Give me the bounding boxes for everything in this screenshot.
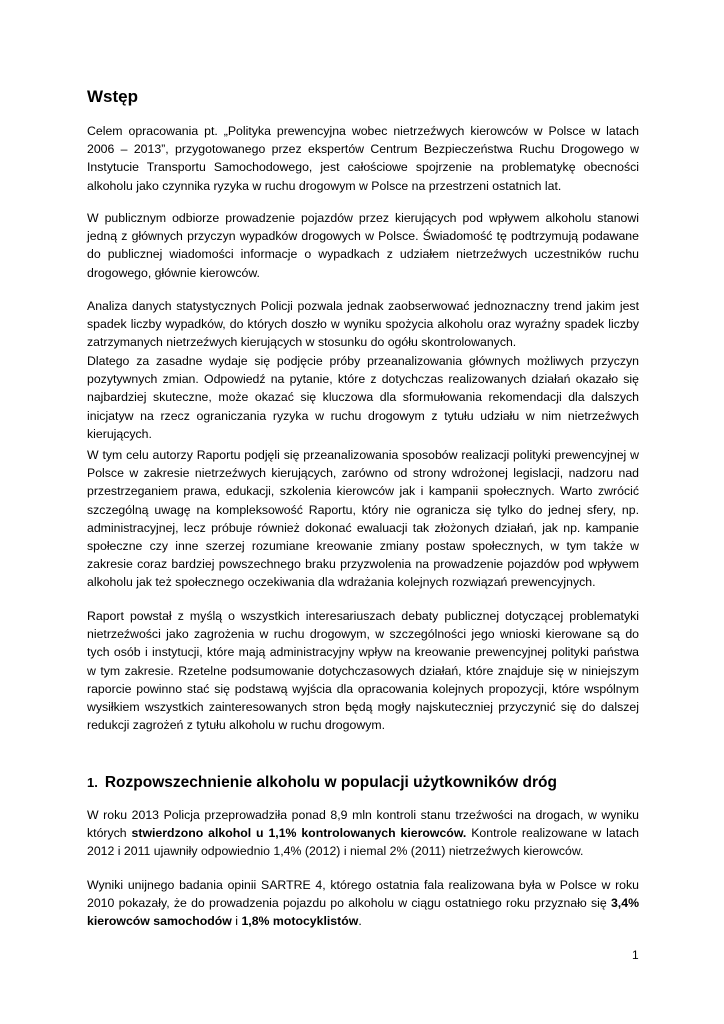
text-run: Kontrole realizowane w latach 2012 i 2011 ujawniły odpowiednio 1,4% (2012) i niemal 2% (2011) nietrzeźwych kierowców. bbox=[87, 826, 639, 859]
section-1-title: Rozpowszechnienie alkoholu w populacji użytkowników dróg bbox=[104, 774, 557, 791]
paragraph-intro-5: W tym celu autorzy Raportu podjęli się przeanalizowania sposobów realizacji polityki prewencyjnej w Polsce w zakresie nietrzeźwych kierujących, zarówno od strony wdrożonej legislacji, nadzoru nad przestrzeganiem prawa, edukacji, szkolenia kierowców jak i kampanii społecznych. Warto zwrócić szczególną uwagę na kompleksowość Raportu, który nie ogranicza się tylko do jednej sfery, np. administracyjnej, lecz próbuje również dokonać ewaluacji tak złożonych działań, jak np. kampanie społeczne czy inne szerzej rozumiane kreowanie zmiany postaw społecznych, w tym także w zakresie coraz bardziej powszechnego braku przyzwolenia na prowadzenie pojazdów pod wpływem alkoholu jak też społecznego oczekiwania dla wdrażania kolejnych rozwiązań prewencyjnych. bbox=[87, 448, 639, 590]
section-1-heading bbox=[87, 772, 557, 794]
page-number: 1 bbox=[632, 948, 639, 962]
text-run: Wyniki unijnego badania opinii SARTRE 4, którego ostatnia fala realizowana była w Polsce w roku 2010 pokazały, że do prowadzenia pojazdu po alkoholu w ciągu ostatniego roku przyznało się bbox=[87, 878, 639, 911]
paragraph-intro-1: Celem opracowania pt. „Polityka prewencyjna wobec nietrzeźwych kierowców w Polsce w latach 2006 – 2013”, przygotowanego przez ekspertów Centrum Bezpieczeństwa Ruchu Drogowego w Instytucie Transportu Samochodowego, jest całościowe spojrzenie na problematykę obecności alkoholu jako czynnika ryzyka w ruchu drogowym w Polsce na przestrzeni ostatnich lat. bbox=[87, 124, 639, 193]
section-1-paragraph-2 bbox=[87, 876, 639, 931]
text-run: i bbox=[231, 914, 242, 929]
text-run: W roku 2013 Policja przeprowadziła ponad 8,9 mln kontroli stanu trzeźwości na drogach, w wyniku których bbox=[87, 808, 639, 841]
paragraph-intro-6: Raport powstał z myślą o wszystkich interesariuszach debaty publicznej dotyczącej problematyki nietrzeźwości jako zagrożenia w ruchu drogowym, w szczególności jego wnioski kierowane są do tych osób i instytucji, które mają administracyjny wpływ na kreowanie prewencyjnej polityki państwa w tym zakresie. Rzetelne podsumowanie dotychczasowych działań, które znajduje się w niniejszym raporcie powinno stać się podstawą wyjścia dla opracowania kolejnych propozycji, które wspólnym wysiłkiem wszystkich zainteresowanych stron będą mogły najskuteczniej przyczynić się do dalszej redukcji zagrożeń z tytułu alkoholu w ruchu drogowym. bbox=[87, 609, 639, 733]
paragraph-intro-3: Analiza danych statystycznych Policji pozwala jednak zaobserwować jednoznaczny trend jakim jest spadek liczby wypadków, do których doszło w wyniku spożycia alkoholu oraz wyraźny spadek liczby zatrzymanych nietrzeźwych kierujących w stosunku do ogółu skontrolowanych. bbox=[87, 299, 639, 350]
section-1-paragraph-1 bbox=[87, 806, 639, 861]
bold-text-run: stwierdzono alkohol u 1,1% kontrolowanych kierowców. bbox=[131, 826, 467, 841]
section-1-number: 1. bbox=[87, 775, 98, 790]
text-run: . bbox=[358, 914, 362, 929]
paragraph-intro-2: W publicznym odbiorze prowadzenie pojazdów przez kierujących pod wpływem alkoholu stanowi jedną z głównych przyczyn wypadków drogowych w Polsce. Świadomość tę podtrzymują podawane do publicznej wiadomości informacje o wypadkach z udziałem nietrzeźwych uczestników ruchu drogowego, głównie kierowców. bbox=[87, 211, 639, 280]
bold-text-run: 1,8% motocyklistów bbox=[241, 914, 359, 929]
paragraph-intro-4: Dlatego za zasadne wydaje się podjęcie próby przeanalizowania głównych możliwych przyczyn pozytywnych zmian. Odpowiedź na pytanie, które z dotychczas realizowanych działań okazało się najbardziej skuteczne, może okazać się kluczowa dla sformułowania rekomendacji dla dalszych inicjatyw na rzecz ograniczania ryzyka w ruchu drogowym z tytułu udziału w nim nietrzeźwych kierujących. bbox=[87, 354, 639, 441]
bold-text-run: 3,4% kierowców samochodów bbox=[87, 896, 639, 929]
heading-intro: Wstęp bbox=[87, 87, 138, 106]
